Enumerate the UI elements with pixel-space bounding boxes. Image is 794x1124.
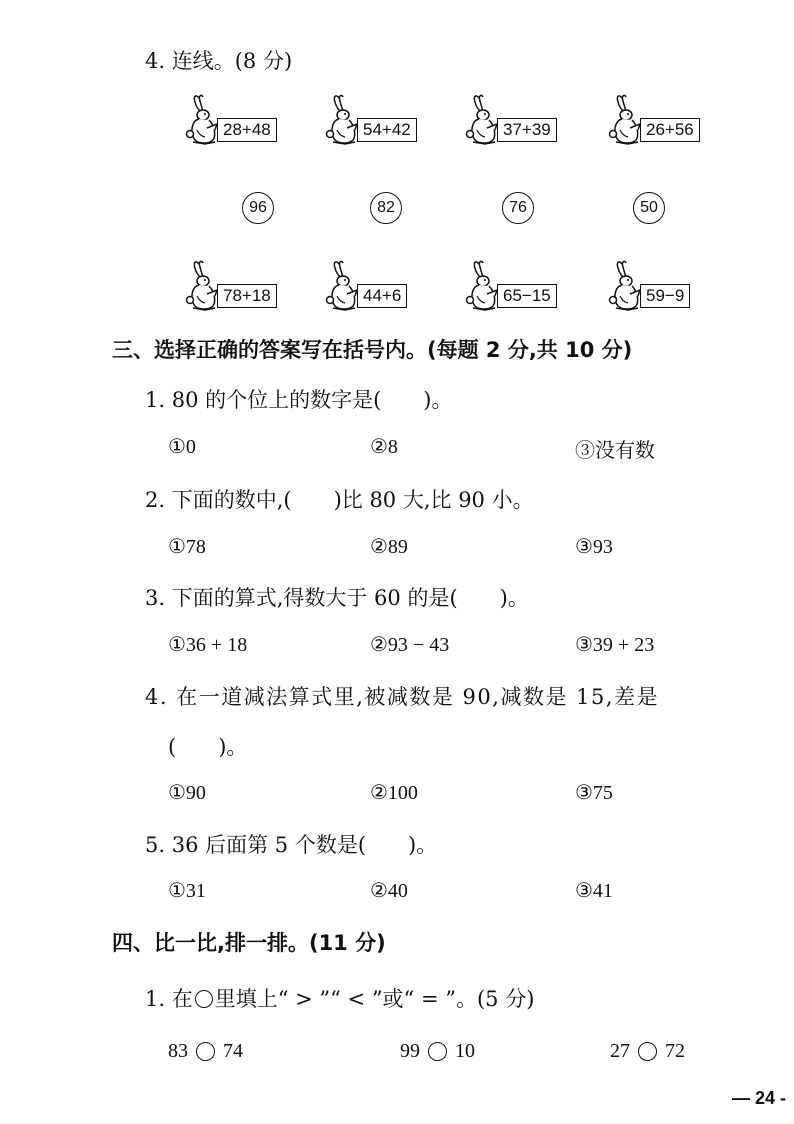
rabbit-item[interactable] (185, 94, 277, 146)
left-number: 83 (168, 1040, 188, 1062)
left-number: 27 (610, 1040, 630, 1062)
rabbit-icon (325, 94, 361, 146)
question-text: 1. 80 的个位上的数字是( )。 (145, 388, 453, 412)
right-number: 10 (455, 1040, 475, 1062)
expression-box: 59−9 (640, 284, 690, 308)
rabbit-item[interactable] (465, 260, 557, 312)
option-1[interactable]: ①36 + 18 (168, 634, 248, 656)
option-3[interactable]: ③75 (575, 782, 613, 804)
rabbit-icon (185, 94, 221, 146)
expression-box: 28+48 (217, 118, 277, 142)
option-3[interactable]: ③41 (575, 880, 613, 902)
number-circle[interactable]: 82 (370, 192, 402, 224)
right-number: 72 (665, 1040, 685, 1062)
rabbit-item[interactable] (608, 260, 690, 312)
option-3[interactable]: ③39 + 23 (575, 634, 655, 656)
question-text: 3. 下面的算式,得数大于 60 的是( )。 (145, 586, 529, 610)
answer-circle[interactable] (196, 1042, 215, 1061)
answer-circle[interactable] (638, 1042, 657, 1061)
question-text: 5. 36 后面第 5 个数是( )。 (145, 833, 438, 857)
section-4-title: 四、比一比,排一排。(11 分) (112, 931, 386, 955)
question-text-continued: ( )。 (168, 735, 248, 759)
question-text: 4. 在一道减法算式里,被减数是 90,减数是 15,差是 (145, 685, 660, 709)
rabbit-item[interactable] (325, 260, 407, 312)
answer-circle[interactable] (428, 1042, 447, 1061)
question-4-title: 4. 连线。(8 分) (145, 49, 293, 73)
rabbit-icon (465, 94, 501, 146)
option-3[interactable]: ③93 (575, 536, 613, 558)
option-3[interactable]: ③没有数 (575, 440, 655, 462)
expression-box: 78+18 (217, 284, 277, 308)
compare-instruction (145, 983, 534, 1013)
expression-box: 26+56 (640, 118, 700, 142)
number-circle[interactable]: 96 (242, 192, 274, 224)
rabbit-icon (608, 260, 644, 312)
question-text: 2. 下面的数中,( )比 80 大,比 90 小。 (145, 488, 534, 512)
page-number: — 24 - (732, 1088, 787, 1108)
rabbit-icon (185, 260, 221, 312)
instruction-suffix: 里填上“ > ”“ < ”或“ = ”。(5 分) (214, 987, 535, 1011)
compare-item (610, 1040, 685, 1063)
right-number: 74 (223, 1040, 243, 1062)
option-1[interactable]: ①0 (168, 436, 196, 458)
expression-box: 37+39 (497, 118, 557, 142)
rabbit-item[interactable] (185, 260, 277, 312)
rabbit-icon (608, 94, 644, 146)
option-1[interactable]: ①31 (168, 880, 206, 902)
rabbit-item[interactable] (325, 94, 417, 146)
option-2[interactable]: ②40 (370, 880, 408, 902)
option-1[interactable]: ①90 (168, 782, 206, 804)
compare-item (400, 1040, 475, 1063)
option-2[interactable]: ②89 (370, 536, 408, 558)
option-2[interactable]: ②93 − 43 (370, 634, 450, 656)
rabbit-icon (465, 260, 501, 312)
rabbit-item[interactable] (608, 94, 700, 146)
section-3-title: 三、选择正确的答案写在括号内。(每题 2 分,共 10 分) (112, 338, 633, 362)
instruction-prefix: 1. 在 (145, 987, 193, 1011)
number-circle[interactable]: 50 (633, 192, 665, 224)
option-1[interactable]: ①78 (168, 536, 206, 558)
expression-box: 44+6 (357, 284, 407, 308)
option-2[interactable]: ②8 (370, 436, 398, 458)
compare-item (168, 1040, 243, 1063)
circle-icon (195, 990, 213, 1008)
expression-box: 65−15 (497, 284, 557, 308)
expression-box: 54+42 (357, 118, 417, 142)
rabbit-icon (325, 260, 361, 312)
rabbit-item[interactable] (465, 94, 557, 146)
number-circle[interactable]: 76 (502, 192, 534, 224)
left-number: 99 (400, 1040, 420, 1062)
option-2[interactable]: ②100 (370, 782, 418, 804)
